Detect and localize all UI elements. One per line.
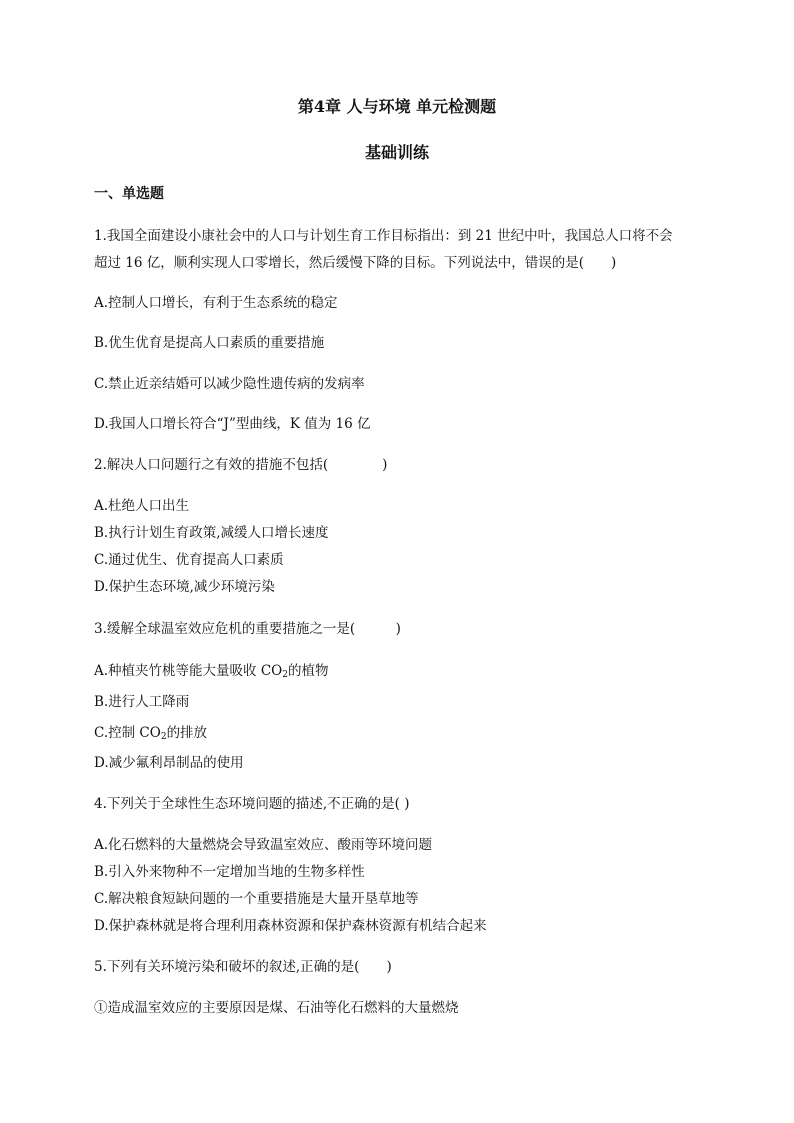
section-heading: 一、单选题 xyxy=(94,186,164,202)
question-stem: 2.解决人口问题行之有效的措施不包括( ) xyxy=(94,457,388,473)
option-b: B.优生优育是提高人口素质的重要措施 xyxy=(94,335,325,351)
question-stem: 1.我国全面建设小康社会中的人口与计划生育工作目标指出：到 21 世纪中叶，我国总人口将不会 xyxy=(94,228,673,244)
question-stem: 4.下列关于全球性生态环境问题的描述,不正确的是( ) xyxy=(94,796,410,812)
option-c: C.通过优生、优育提高人口素质 xyxy=(94,552,284,568)
option-c: C.解决粮食短缺问题的一个重要措施是大量开垦草地等 xyxy=(94,891,419,907)
document-title: 第4章 人与环境 单元检测题 xyxy=(297,97,497,116)
option-d: D.减少氟利昂制品的使用 xyxy=(94,755,244,771)
option-a: A.控制人口增长，有利于生态系统的稳定 xyxy=(94,295,338,311)
option-d: D.我国人口增长符合“J”型曲线，K 值为 16 亿 xyxy=(94,416,371,432)
option-c: C.禁止近亲结婚可以减少隐性遗传病的发病率 xyxy=(94,376,365,392)
option-d: D.保护森林就是将合理利用森林资源和保护森林资源有机结合起来 xyxy=(94,918,487,934)
option-c-text: C.控制 CO xyxy=(94,725,161,741)
subscript-2: 2 xyxy=(282,670,288,680)
option-c-text-end: 的排放 xyxy=(166,725,208,741)
question-stem: 3.缓解全球温室效应危机的重要措施之一是( ) xyxy=(94,621,401,637)
option-d: D.保护生态环境,减少环境污染 xyxy=(94,579,275,595)
statement-item: ①造成温室效应的主要原因是煤、石油等化石燃料的大量燃烧 xyxy=(94,1000,459,1016)
option-c xyxy=(94,724,207,746)
document-subtitle: 基础训练 xyxy=(364,143,429,162)
option-a-text-end: 的植物 xyxy=(287,663,329,679)
option-a: A.杜绝人口出生 xyxy=(94,498,190,514)
option-b: B.执行计划生育政策,减缓人口增长速度 xyxy=(94,525,329,541)
option-a-text: A.种植夹竹桃等能大量吸收 CO xyxy=(94,663,283,679)
option-b: B.引入外来物种不一定增加当地的生物多样性 xyxy=(94,864,365,880)
question-stem: 5.下列有关环境污染和破坏的叙述,正确的是( ) xyxy=(94,959,392,975)
subscript-2: 2 xyxy=(160,732,167,742)
option-a: A.化石燃料的大量燃烧会导致温室效应、酸雨等环境问题 xyxy=(94,837,433,853)
option-b: B.进行人工降雨 xyxy=(94,694,190,710)
question-stem: 超过 16 亿，顺利实现人口零增长，然后缓慢下降的目标。下列说法中，错误的是( ) xyxy=(94,255,617,271)
option-a xyxy=(94,662,328,684)
